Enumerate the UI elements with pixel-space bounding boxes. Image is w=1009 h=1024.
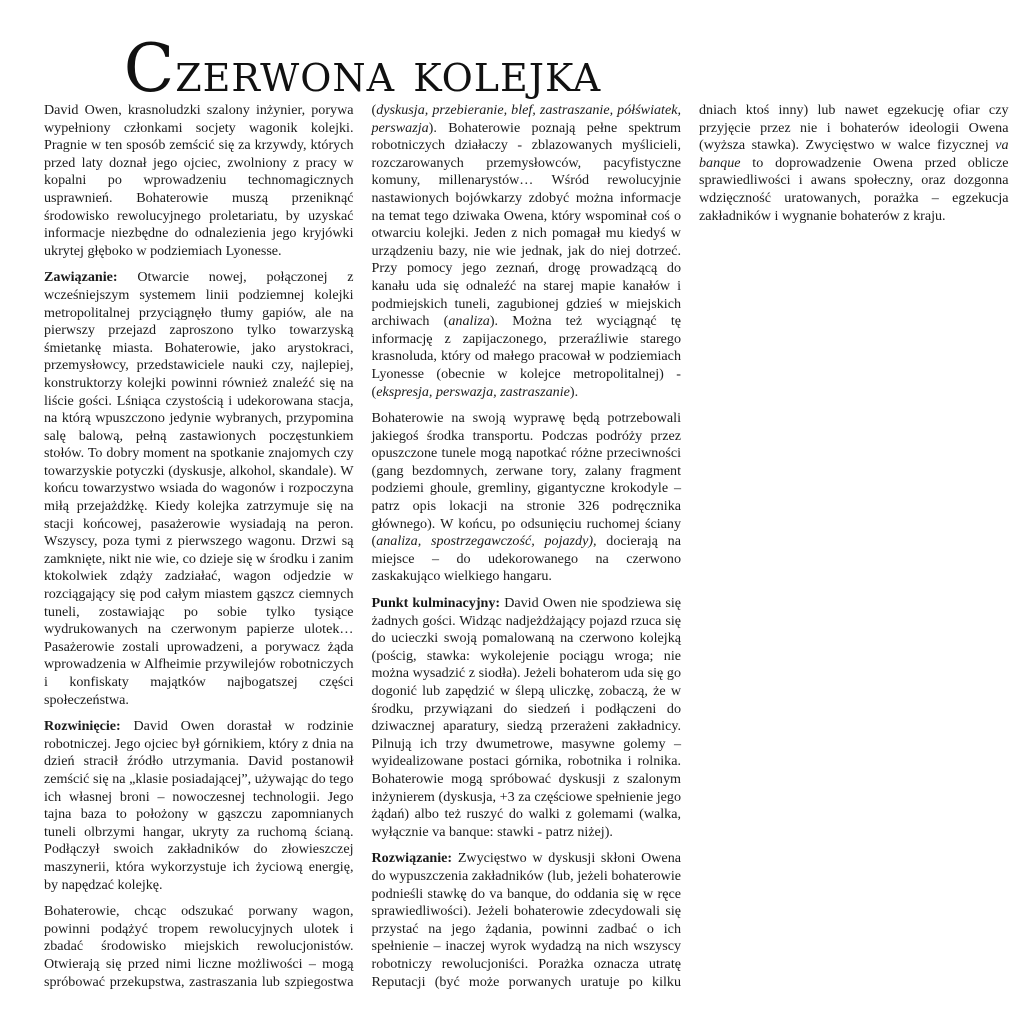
rozwiazanie-text-a: Zwycięstwo w dyskusji skłoni Owena do wypuszczenia zakładników (lub, jeżeli bohaterowie podnieśli stawkę do va banque, do oddania się w ręce sprawiedliwości). Jeżeli bohaterowie zdecydowali się przystać na jego żądania, powinni zadbać o ich spełnienie – inaczej wyrok wydadzą na nich wszyscy robotniczy rewolucjoniści. Porażka oznacza utratę Reputacji (być może porwanych uratuje po kilku dniach ktoś inny) lub nawet egzekucję ofiar czy przyjęcie przez nie i bohaterów ideologii Owena (wyższa stawka). Zwycięstwo w walce fizycznej xyxy=(371,102,1009,990)
rozwiazanie-text-b: to doprowadzenie Owena przed oblicze sprawiedliwości i awans społeczny, oraz dozgonna wdzięczność uratowanych, porażka – egzekucja zakładników i wygnanie bohaterów z kraju. xyxy=(699,154,1009,224)
rozwiniecie-paragraph xyxy=(44,718,354,894)
investigation-text-a: Bohaterowie, chcąc odszukać porwany wagon, powinni podążyć tropem rewolucyjnych ulotek i zbadać środowisko miejskich rewolucjonistów. Otwierają się przed nimi liczne możliwości – mogą spróbować przekupstwa, zastraszania lub szpiegostwa ( xyxy=(44,102,377,990)
zawiazanie-text: Otwarcie nowej, połączonej z wcześniejszym systemem linii podziemnej kolejki metropolitalnej przyciągnęło tłumy gapiów, ale na pierwszy przejazd zaproszono tylko towarzyską śmietankę miasta. Bohaterowie, jako arystokraci, przemysłowcy, przedstawiciele nauki czy, najlepiej, konstruktorzy kolejki powinni również znaleźć się na liście gości. Lśniąca czystością i udekorowana stacja, na którą wpuszczono jedynie wybranych, przypomina salę balową, pełną zastawionych poczęstunkiem stołów. To dobry moment na spotkanie znajomych czy towarzyskie potyczki (dyskusje, alkohol, skandale). W końcu towarzystwo wsiada do wagonów i rozpoczyna miłą przejażdżkę. Kiedy kolejka zatrzymuje się na stacji końcowej, pasażerowie wysiadają na peron. Wszyscy, poza tymi z pierwszego wagonu. Drzwi są zamknięte, nikt nie wie, co dzieje się w środku i zanim ktokolwiek zdąży zadziałać, wagon odjedzie w rozciągający się pod całym miastem gąszcz ciemnych tuneli, zostawiając po sobie tylko tysiące wydrukowanych na czerwonym papierze ulotek… Pasażerowie zostali uprowadzeni, a porywacz żąda wprowadzenia w Alfheimie przywilejów robotniczych i konfiskaty majątków najbogatszej części społeczeństwa. xyxy=(44,269,354,708)
investigation-skill-analiza: analiza xyxy=(448,313,490,330)
rozwiazanie-va-banque: va banque xyxy=(699,137,1009,171)
page-title xyxy=(0,30,725,107)
journey-text-b: docierają na miejsce – do udekorowanego na czerwono zaskakująco wielkiego hangaru. xyxy=(371,533,681,585)
intro-paragraph: David Owen, krasnoludzki szalony inżynier, porywa wypełniony członkami socjety wagonik kolejki. Pragnie w ten sposób zemścić się za krzywdy, których przed laty doznał jego ojciec, zwolniony z pracy w kopalni po wprowadzeniu technomagicznych usprawnień. Bohaterowie muszą przeniknąć środowisko rewolucyjnego proletariatu, by uzyskać informacje niezbędne do odnalezienia jego kryjówki ukrytej głęboko w podziemiach Lyonesse. xyxy=(44,102,354,259)
article-body xyxy=(44,102,1009,1002)
journey-paragraph xyxy=(372,410,682,586)
kulminacja-paragraph xyxy=(372,595,682,841)
rozwiniecie-heading: Rozwinięcie: xyxy=(44,718,121,735)
journey-text-a: Bohaterowie na swoją wyprawę będą potrzebowali jakiegoś środka transportu. Podczas podróży przez opuszczone tunele mogą napotkać różne przeciwności (gang bezdomnych, zerwane tory, zalany fragment podziemi ghoule, gremliny, gigantyczne krokodyle – patrz opis lokacji na stronie 326 podręcznika głównego). W końcu, po odsunięciu ruchomej ściany ( xyxy=(371,410,681,550)
journey-skills: analiza, spostrzegawczość, pojazdy), xyxy=(376,533,597,550)
rozwiniecie-text: David Owen dorastał w rodzinie robotniczej. Jego ojciec był górnikiem, który z dnia na dzień stracił źródło utrzymania. David postanowił zemścić się na „klasie posiadającej”, używając do tego ich własnej broni – nowoczesnej technologii. Jego tajna baza to położony w gąszczu zapomnianych tuneli olbrzymi hangar, ukryty za ruchomą ścianą. Podłączył swoich zakładników do złowieszczej maszynerii, która wykorzystuje ich życiową energię, by napędzać kolejkę. xyxy=(44,718,354,893)
rozwiazanie-heading: Rozwiązanie: xyxy=(371,850,453,867)
title-initial: C xyxy=(123,30,176,107)
investigation-skills-2: ekspresja, perswazja, zastraszanie xyxy=(376,383,570,400)
zawiazanie-paragraph xyxy=(44,269,354,709)
investigation-skills: dyskusja, przebieranie, blef, zastraszanie, półświatek, perswazja xyxy=(371,102,681,136)
investigation-text-b: ). Bohaterowie poznają pełne spektrum robotniczych działaczy - zblazowanych myślicieli, rozczarowanych przemysłowców, pacyfistyczne komuny, millenarystów… Wśród rewolucyjnie nastawionych bojówkarzy zdobyć można informacje na temat tego dziwaka Owena, który wspominał coś o otwarciu kolejki. Jeden z nich pomagał mu kiedyś w urządzeniu bazy, nie wie jednak, jak do niej dotrzeć. Przy pomocy jego zeznań, drogę prowadzącą do kanału uda się odnaleźć na starej mapie kanałów i podmiejskich tuneli, zagubionej gdzieś w miejskich archiwach ( xyxy=(371,119,681,330)
title-rest: zerwona kolejka xyxy=(175,41,602,104)
zawiazanie-heading: Zawiązanie: xyxy=(44,269,118,286)
kulminacja-heading: Punkt kulminacyjny: xyxy=(371,595,501,612)
investigation-text-d: ). xyxy=(569,383,579,400)
kulminacja-text: David Owen nie spodziewa się żadnych gości. Widząc nadjeżdżający pojazd rzuca się do ucieczki swoją pomalowaną na czerwono kolejką (pościg, stawka: wykolejenie pociągu wroga; nie można wysadzić z siodła). Jeżeli bohaterom uda się go dogonić lub zapędzić w ślepą uliczkę, zobaczą, że w środku, przywiązani do siedzeń i podłączeni do dziwacznej aparatury, siedzą przerażeni zakładnicy. Pilnują ich trzy dwumetrowe, masywne golemy – wyidealizowane postaci górnika, robotnika i rolnika. Bohaterowie mogą spróbować dyskusji z szalonym inżynierem (dyskusja, +3 za częściowe spełnienie jego żądań) albo też ruszyć do walki z golemami (walka, wyłącznie va banque: stawki - patrz niżej). xyxy=(371,595,681,840)
investigation-text-c: ). Można też wyciągnąć tę informację z zapijaczonego, przeraźliwie starego krasnoluda, który od małego pracował w podziemiach Lyonesse (obecnie w kolejce metropolitalnej) - ( xyxy=(371,313,681,400)
